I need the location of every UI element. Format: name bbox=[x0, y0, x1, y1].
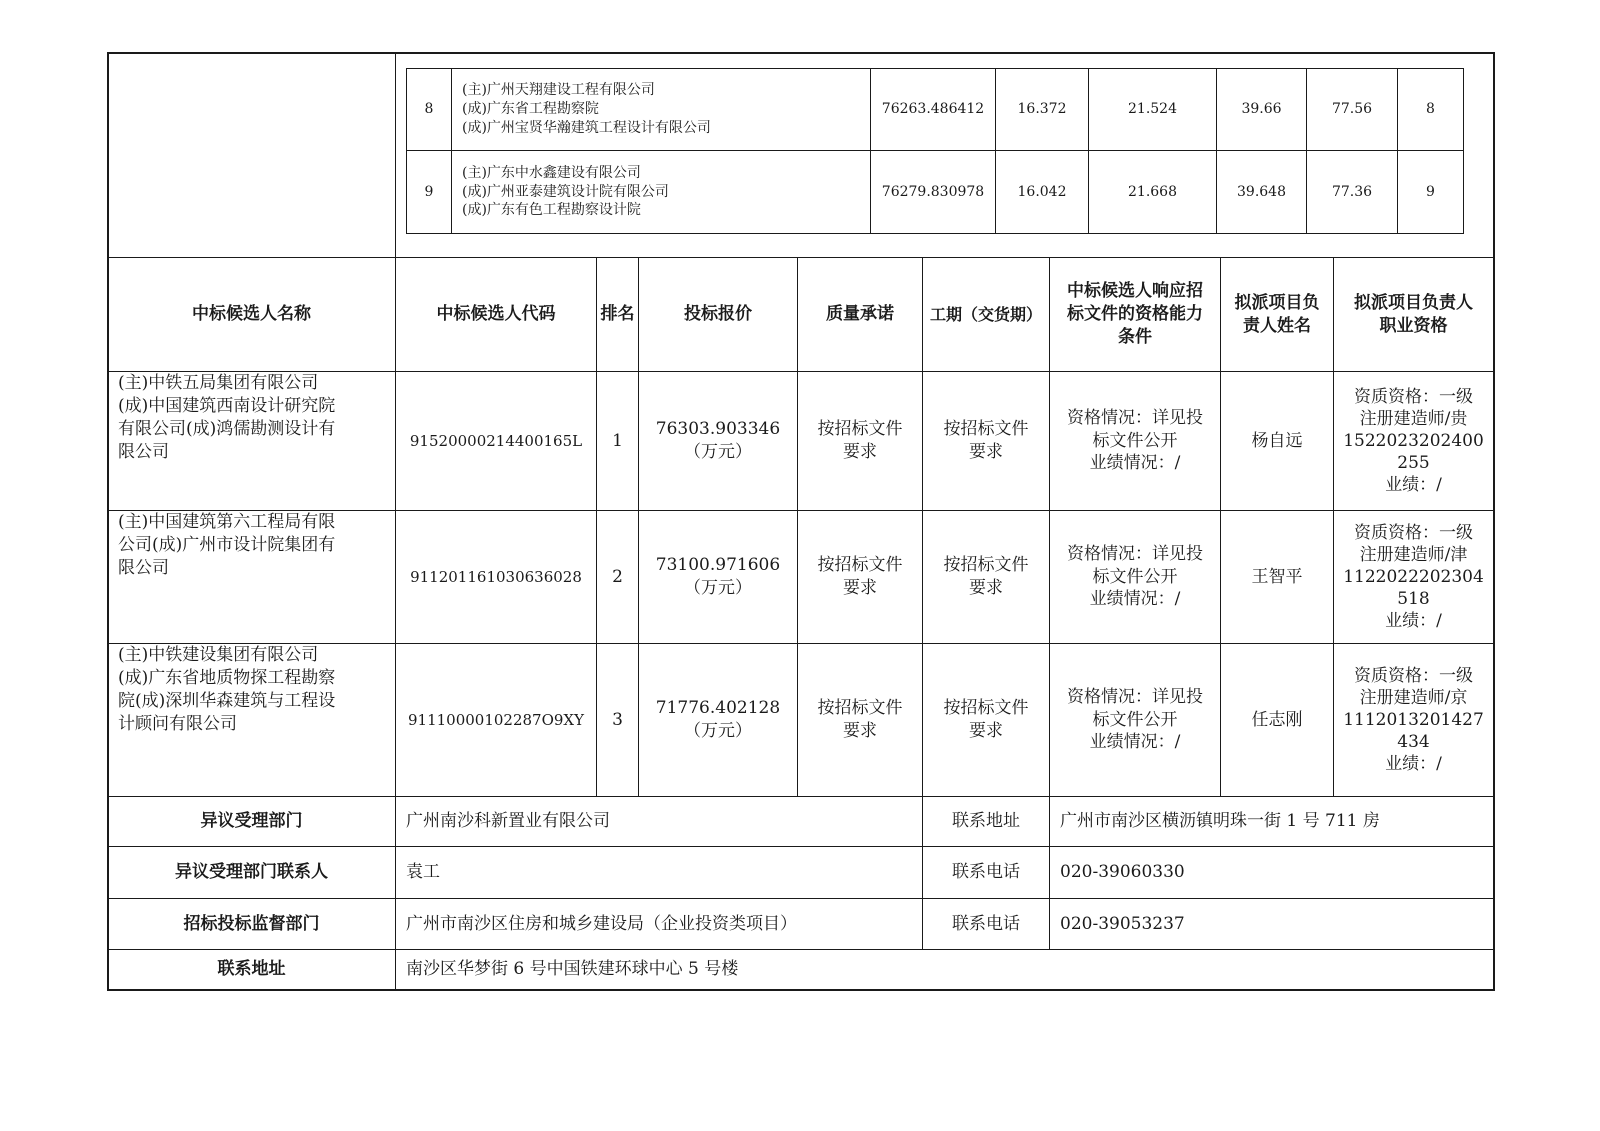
header-qualification-response bbox=[1050, 258, 1220, 371]
member-line: (成)广东省工程勘察院 bbox=[462, 101, 599, 118]
header-line: 职业资格 bbox=[1379, 315, 1448, 336]
pm-qual-line: 资质资格：一级 bbox=[1354, 665, 1473, 686]
member-line: (成)广东有色工程勘察设计院 bbox=[462, 202, 641, 219]
address-value: 南沙区华梦街 6 号中国铁建环球中心 5 号楼 bbox=[406, 959, 739, 980]
contact-address-value: 广州市南沙区横沥镇明珠一街 1 号 711 房 bbox=[1060, 811, 1380, 832]
pm-qual-line: 资质资格：一级 bbox=[1354, 386, 1473, 407]
header-candidate-name: 中标候选人名称 bbox=[192, 304, 311, 325]
header-pm-name bbox=[1221, 258, 1333, 371]
header-period: 工期（交货期） bbox=[929, 304, 1042, 324]
phone-label: 联系电话 bbox=[952, 862, 1020, 883]
candidate-price bbox=[639, 372, 797, 510]
objection-dept-value: 广州南沙科新置业有限公司 bbox=[406, 811, 610, 832]
name-line: 计顾问有限公司 bbox=[118, 713, 237, 734]
pm-qual-line: 1112013201427 bbox=[1343, 709, 1484, 730]
inner-row-score-2: 21.668 bbox=[1128, 183, 1177, 200]
qual-line: 资格情况：详见投 bbox=[1067, 686, 1203, 707]
candidate-rank: 3 bbox=[612, 709, 623, 730]
name-line: 限公司 bbox=[118, 557, 169, 578]
qual-line: 业绩情况：/ bbox=[1089, 589, 1181, 610]
candidate-pm-name: 王智平 bbox=[1251, 566, 1303, 587]
inner-row-score-2: 21.524 bbox=[1128, 101, 1177, 118]
period-line: 按招标文件 bbox=[943, 419, 1029, 440]
header-pm-qualification bbox=[1334, 258, 1493, 371]
member-line: (成)广州亚泰建筑设计院有限公司 bbox=[462, 183, 669, 200]
candidate-price bbox=[639, 644, 797, 796]
contact-address-label: 联系地址 bbox=[952, 811, 1020, 832]
price-unit: （万元） bbox=[684, 442, 752, 462]
header-line: 标文件的资格能力 bbox=[1067, 304, 1203, 325]
candidate-period bbox=[923, 511, 1049, 643]
inner-row-number: 8 bbox=[424, 101, 434, 118]
candidate-quality bbox=[798, 372, 922, 510]
pm-qual-line: 1122022202304 bbox=[1343, 566, 1484, 587]
candidate-qualification-response bbox=[1050, 372, 1220, 510]
header-line: 责人姓名 bbox=[1243, 315, 1311, 336]
qual-line: 标文件公开 bbox=[1092, 430, 1178, 451]
quality-line: 按招标文件 bbox=[817, 419, 903, 440]
qual-line: 资格情况：详见投 bbox=[1067, 543, 1203, 564]
candidate-rank: 1 bbox=[612, 430, 623, 451]
candidate-period bbox=[923, 644, 1049, 796]
pm-qual-line: 业绩：/ bbox=[1385, 754, 1442, 775]
inner-row-price: 76263.486412 bbox=[881, 101, 985, 118]
supervise-dept-value: 广州市南沙区住房和城乡建设局（企业投资类项目） bbox=[406, 913, 797, 934]
inner-row-number: 9 bbox=[424, 183, 434, 200]
price-value: 73100.971606 bbox=[655, 555, 781, 576]
period-line: 要求 bbox=[969, 721, 1003, 741]
candidate-pm-qualification bbox=[1334, 511, 1493, 643]
pm-qual-line: 注册建造师/京 bbox=[1359, 687, 1468, 708]
price-value: 71776.402128 bbox=[655, 698, 781, 719]
member-line: (主)广州天翔建设工程有限公司 bbox=[462, 82, 655, 99]
inner-row-score-1: 16.372 bbox=[1017, 101, 1067, 118]
price-unit: （万元） bbox=[684, 578, 752, 598]
phone-value: 020-39060330 bbox=[1060, 862, 1185, 883]
inner-row-score-1: 16.042 bbox=[1017, 183, 1067, 200]
pm-qual-line: 业绩：/ bbox=[1385, 475, 1442, 496]
header-bid-price: 投标报价 bbox=[684, 304, 752, 325]
candidate-quality bbox=[798, 644, 922, 796]
candidate-name bbox=[118, 372, 394, 510]
qual-line: 资格情况：详见投 bbox=[1067, 407, 1203, 428]
header-quality: 质量承诺 bbox=[826, 304, 894, 325]
qual-line: 标文件公开 bbox=[1092, 709, 1178, 730]
name-line: (成)中国建筑西南设计研究院 bbox=[118, 395, 336, 416]
quality-line: 要求 bbox=[843, 578, 877, 598]
objection-dept-label: 异议受理部门 bbox=[200, 811, 303, 832]
candidate-name bbox=[118, 644, 394, 796]
header-rank: 排名 bbox=[600, 304, 635, 325]
inner-row-rank: 9 bbox=[1426, 183, 1435, 200]
candidate-qualification-response bbox=[1050, 511, 1220, 643]
name-line: 院(成)深圳华森建筑与工程设 bbox=[118, 690, 336, 711]
address-label: 联系地址 bbox=[217, 959, 286, 980]
member-line: (主)广东中水鑫建设有限公司 bbox=[462, 164, 641, 181]
qual-line: 业绩情况：/ bbox=[1089, 732, 1181, 753]
candidate-rank: 2 bbox=[612, 566, 623, 587]
objection-contact-label: 异议受理部门联系人 bbox=[175, 862, 328, 883]
quality-line: 要求 bbox=[843, 721, 877, 741]
qual-line: 标文件公开 bbox=[1092, 566, 1178, 587]
header-line: 中标候选人响应招 bbox=[1067, 281, 1203, 302]
period-line: 按招标文件 bbox=[943, 698, 1029, 719]
candidate-period bbox=[923, 372, 1049, 510]
pm-qual-line: 255 bbox=[1397, 453, 1430, 474]
period-line: 按招标文件 bbox=[943, 555, 1029, 576]
candidate-pm-qualification bbox=[1334, 644, 1493, 796]
inner-row-members bbox=[462, 69, 870, 150]
candidate-pm-qualification bbox=[1334, 372, 1493, 510]
objection-contact-value: 袁工 bbox=[406, 862, 440, 883]
candidate-name bbox=[118, 511, 394, 643]
inner-row-price: 76279.830978 bbox=[881, 183, 985, 200]
candidate-code: 91110000102287O9XY bbox=[407, 710, 585, 729]
period-line: 要求 bbox=[969, 442, 1003, 462]
qual-line: 业绩情况：/ bbox=[1089, 453, 1181, 474]
pm-qual-line: 注册建造师/贵 bbox=[1359, 408, 1468, 429]
pm-qual-line: 资质资格：一级 bbox=[1354, 522, 1473, 543]
header-line: 拟派项目负责人 bbox=[1354, 292, 1473, 313]
period-line: 要求 bbox=[969, 578, 1003, 598]
price-unit: （万元） bbox=[684, 721, 752, 741]
name-line: 公司(成)广州市设计院集团有 bbox=[118, 534, 336, 555]
candidate-pm-name: 杨自远 bbox=[1251, 430, 1303, 451]
inner-row-members bbox=[462, 151, 870, 233]
pm-qual-line: 434 bbox=[1397, 732, 1430, 753]
pm-qual-line: 1522023202400 bbox=[1343, 430, 1484, 451]
quality-line: 要求 bbox=[843, 442, 877, 462]
candidate-qualification-response bbox=[1050, 644, 1220, 796]
member-line: (成)广州宝贤华瀚建筑工程设计有限公司 bbox=[462, 119, 711, 136]
inner-row-score-3: 39.66 bbox=[1241, 101, 1282, 118]
name-line: (主)中国建筑第六工程局有限 bbox=[118, 512, 336, 532]
candidate-code: 911201161030636028 bbox=[410, 567, 582, 586]
quality-line: 按招标文件 bbox=[817, 555, 903, 576]
phone-label: 联系电话 bbox=[952, 913, 1020, 934]
name-line: (成)广东省地质物探工程勘察 bbox=[118, 667, 336, 688]
name-line: (主)中铁建设集团有限公司 bbox=[118, 645, 319, 665]
candidate-quality bbox=[798, 511, 922, 643]
inner-row-score-total: 77.36 bbox=[1331, 183, 1373, 200]
inner-row-rank: 8 bbox=[1426, 101, 1435, 118]
name-line: 有限公司(成)鸿儒勘测设计有 bbox=[118, 418, 336, 439]
header-candidate-code: 中标候选人代码 bbox=[436, 304, 556, 325]
phone-value: 020-39053237 bbox=[1060, 913, 1185, 934]
inner-row-score-3: 39.648 bbox=[1237, 183, 1286, 200]
name-line: 限公司 bbox=[118, 441, 169, 462]
header-line: 拟派项目负 bbox=[1234, 292, 1320, 313]
candidate-price bbox=[639, 511, 797, 643]
candidate-pm-name: 任志刚 bbox=[1251, 709, 1303, 730]
pm-qual-line: 业绩：/ bbox=[1385, 611, 1442, 632]
name-line: (主)中铁五局集团有限公司 bbox=[118, 373, 319, 393]
price-value: 76303.903346 bbox=[655, 419, 781, 440]
pm-qual-line: 518 bbox=[1397, 589, 1430, 610]
supervise-dept-label: 招标投标监督部门 bbox=[183, 913, 320, 934]
pm-qual-line: 注册建造师/津 bbox=[1359, 544, 1468, 565]
quality-line: 按招标文件 bbox=[817, 698, 903, 719]
header-line: 条件 bbox=[1118, 326, 1152, 347]
inner-row-score-total: 77.56 bbox=[1331, 101, 1373, 118]
candidate-code: 91520000214400165L bbox=[409, 431, 583, 450]
